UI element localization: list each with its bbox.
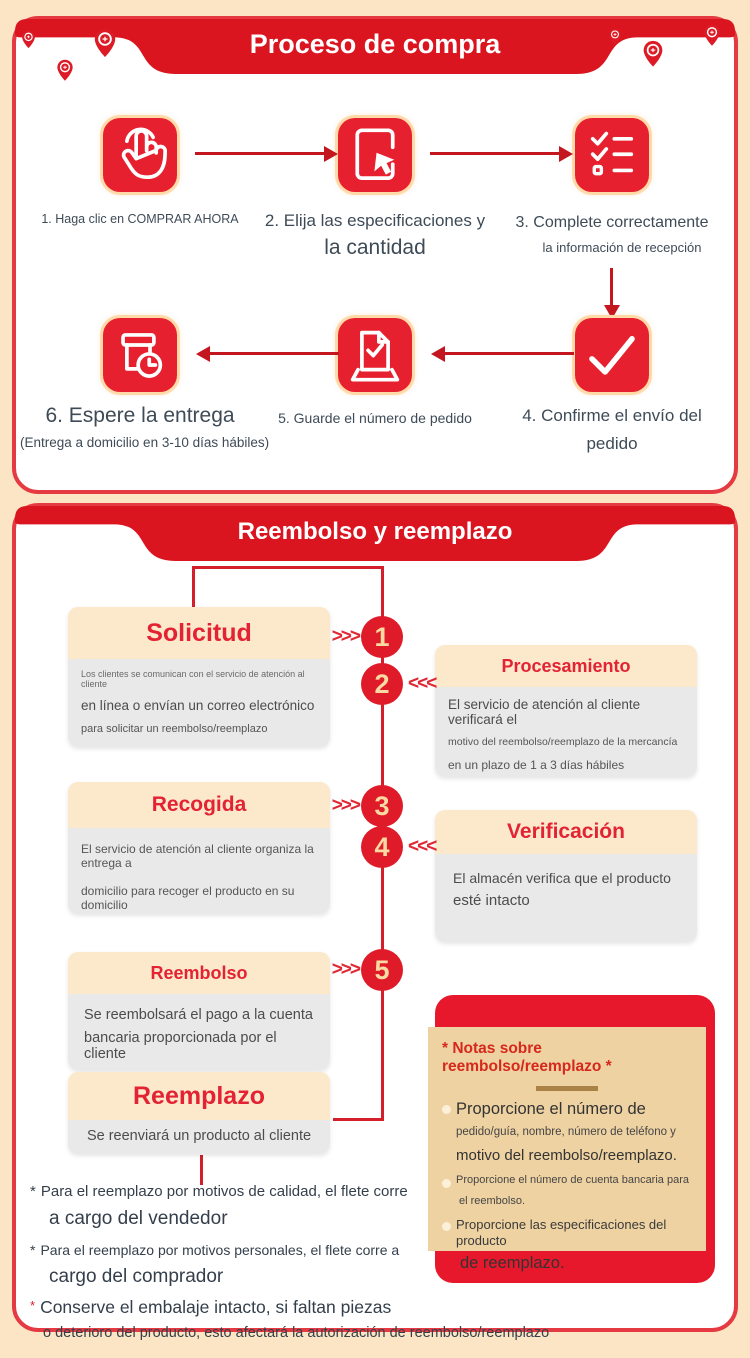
block-body: El servicio de atención al cliente verificará el motivo del reembolso/reemplazo de la mercancía en un plazo de 1 a 3 días hábiles xyxy=(435,687,697,777)
block-procesamiento xyxy=(435,645,697,777)
footnote: * Para el reemplazo por motivos personales, el flete corre a cargo del comprador xyxy=(30,1241,400,1287)
footnote: * Para el reemplazo por motivos de calidad, el flete corre a cargo del vendedor xyxy=(30,1183,408,1229)
block-body: El almacén verifica que el producto esté intacto xyxy=(435,854,697,942)
map-pin-icon xyxy=(21,30,36,49)
chevrons-right: >>> xyxy=(331,795,359,816)
block-verificacion xyxy=(435,810,697,942)
footnotes xyxy=(30,1183,730,1343)
footnote: * Conserve el embalaje intacto, si faltan piezas o deterioro del producto, esto afectará la autorización de reembolso/reemplazo xyxy=(30,1297,550,1342)
notes-bullet: Proporcione las especificaciones del producto de reemplazo. xyxy=(440,1217,694,1274)
step-circle-3: 3 xyxy=(361,785,403,827)
block-body: Los clientes se comunican con el servicio de atención al cliente en línea o envían un correo electrónico para solicitar un reembolso/reemplazo xyxy=(68,659,330,747)
step2-icon-box xyxy=(338,118,412,192)
step3-label: 3. Complete correctamente la información de recepción xyxy=(515,214,709,255)
step5-icon-box xyxy=(338,318,412,392)
step1-label: 1. Haga clic en COMPRAR AHORA xyxy=(41,212,239,226)
map-pin-icon xyxy=(608,28,622,46)
step4-label: 4. Confirme el envío del pedido xyxy=(522,406,702,454)
notes-bullet: Proporcione el número de cuenta bancaria para el reembolso. xyxy=(440,1174,694,1208)
connector-line xyxy=(200,1155,203,1185)
step4-icon-box xyxy=(575,318,649,392)
chevrons-left: <<< xyxy=(408,836,436,857)
step1-icon-box xyxy=(103,118,177,192)
arrow-left xyxy=(209,352,339,355)
panel1-title: Proceso de compra xyxy=(249,29,501,59)
purchase-process-panel xyxy=(12,16,738,494)
block-recogida xyxy=(68,782,330,914)
block-title: Recogida xyxy=(68,782,330,828)
refund-banner xyxy=(15,506,735,561)
notes-divider xyxy=(536,1086,598,1091)
order-number-icon xyxy=(338,318,412,392)
step6-label: 6. Espere la entrega (Entrega a domicilio en 3-10 días hábiles) xyxy=(20,404,270,451)
panel2-title: Reembolso y reemplazo xyxy=(237,518,513,545)
step2-label: 2. Elija las especificaciones y la cantidad xyxy=(264,211,486,260)
chevrons-right: >>> xyxy=(331,959,359,980)
step-circle-2: 2 xyxy=(361,663,403,705)
block-title: Reembolso xyxy=(68,952,330,994)
block-body: El servicio de atención al cliente organiza la entrega a domicilio para recoger el producto en su domicilio xyxy=(68,828,330,914)
block-reemplazo xyxy=(68,1072,330,1154)
notes-title: * Notas sobre reembolso/reemplazo * xyxy=(442,1040,612,1075)
notes-bullet: Proporcione el número de pedido/guía, nombre, número de teléfono y motivo del reembolso/reemplazo. xyxy=(440,1100,694,1165)
connector-line xyxy=(192,566,384,569)
block-body: Se reenviará un producto al cliente xyxy=(68,1120,330,1154)
block-title: Procesamiento xyxy=(435,645,697,687)
block-title: Solicitud xyxy=(68,607,330,659)
map-pin-icon xyxy=(93,28,117,58)
arrow-left xyxy=(444,352,574,355)
tap-icon xyxy=(103,118,177,192)
arrow-down xyxy=(610,268,613,306)
step5-label: 5. Guarde el número de pedido xyxy=(278,410,472,426)
step3-icon-box xyxy=(575,118,649,192)
block-solicitud xyxy=(68,607,330,747)
step6-icon-box xyxy=(103,318,177,392)
step-circle-5: 5 xyxy=(361,949,403,991)
step-circle-4: 4 xyxy=(361,826,403,868)
select-specs-icon xyxy=(338,118,412,192)
arrow-right xyxy=(430,152,560,155)
arrow-right xyxy=(195,152,325,155)
chevrons-left: <<< xyxy=(408,673,436,694)
block-title: Verificación xyxy=(435,810,697,854)
connector-line xyxy=(333,1118,384,1121)
map-pin-icon xyxy=(703,24,721,47)
block-body: Se reembolsará el pago a la cuenta bancaria proporcionada por el cliente xyxy=(68,994,330,1070)
checklist-icon xyxy=(575,118,649,192)
purchase-process-banner xyxy=(15,19,735,74)
block-title: Reemplazo xyxy=(68,1072,330,1120)
connector-line xyxy=(192,566,195,609)
chevrons-right: >>> xyxy=(331,626,359,647)
delivery-box-clock-icon xyxy=(103,318,177,392)
step-circle-1: 1 xyxy=(361,616,403,658)
confirm-check-icon xyxy=(575,318,649,392)
map-pin-icon xyxy=(642,40,664,68)
refund-replacement-panel xyxy=(12,503,738,1342)
block-reembolso xyxy=(68,952,330,1070)
map-pin-icon xyxy=(56,59,74,82)
